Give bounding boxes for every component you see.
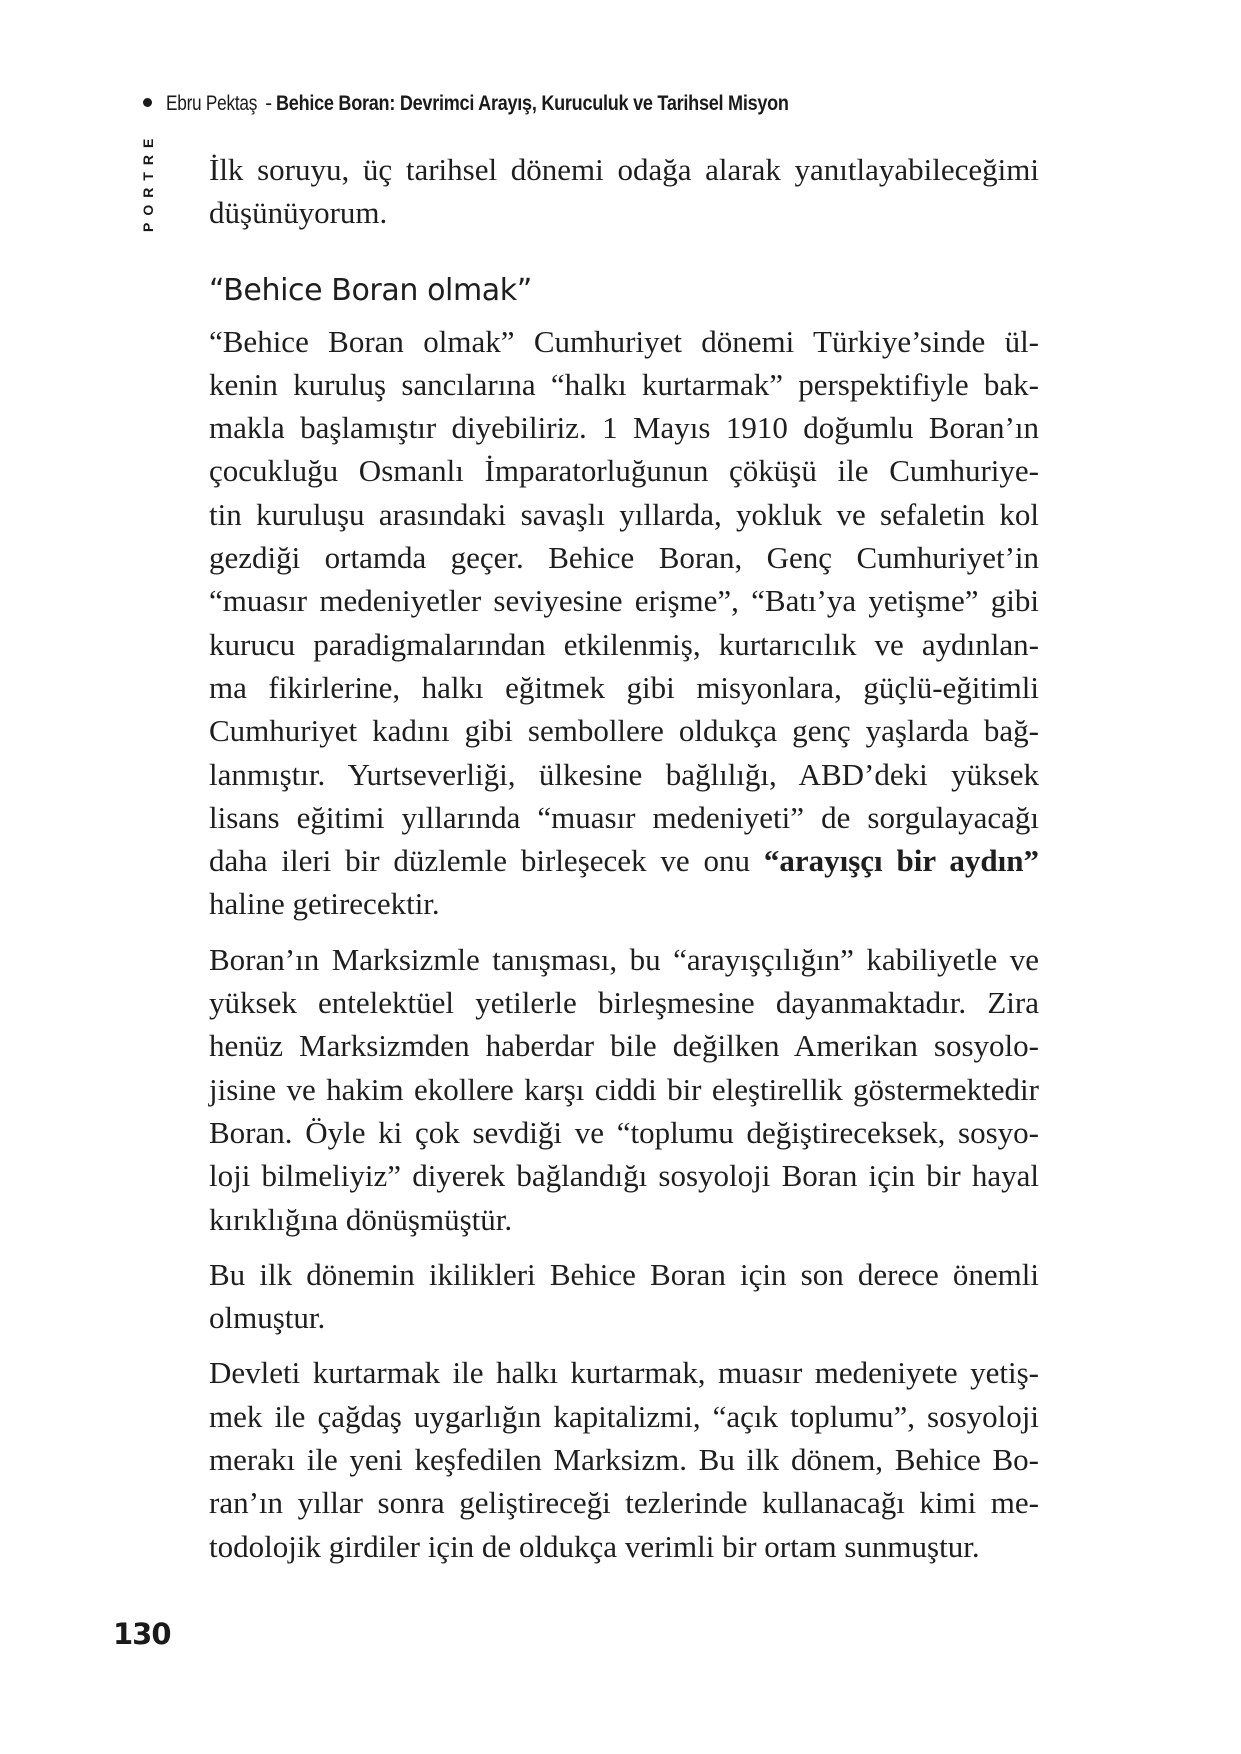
text-line: “muasır medeniyetler seviyesine erişme”, “Batı’ya yetişme” gibi — [209, 583, 1039, 619]
header-author: Ebru Pektaş — [166, 92, 258, 115]
text-line: ma fikirlerine, halkı eğitmek gibi misyonlara, güçlü-eğitimli — [209, 669, 1039, 705]
text-line: yüksek entelektüel yetilerle birleşmesine dayanmaktadır. Zira — [209, 985, 1039, 1021]
text-fragment: daha ileri bir düzlemle birleşecek ve onu — [209, 843, 764, 879]
text-line: Boran. Öyle ki çok sevdiği ve “toplumu değiştireceksek, sosyo- — [209, 1114, 1039, 1150]
text-line: kurucu paradigmalarından etkilenmiş, kurtarıcılık ve aydınlan- — [209, 626, 1039, 662]
text-line: ran’ın yıllar sonra geliştireceği tezlerinde kullanacağı kimi me- — [209, 1485, 1039, 1521]
text-line: kırıklığına dönüşmüştür. — [209, 1201, 513, 1237]
paragraph-1 — [209, 320, 1039, 926]
text-line: düşünüyorum. — [209, 195, 388, 231]
text-line: gezdiği ortamda geçer. Behice Boran, Genç Cumhuriyet’in — [209, 540, 1039, 576]
paragraph-4 — [209, 1351, 1039, 1567]
text-line: çocukluğu Osmanlı İmparatorluğunun çöküşü ile Cumhuriye- — [209, 453, 1039, 489]
text-line: kenin kuruluş sancılarına “halkı kurtarmak” perspektifiyle bak- — [209, 366, 1039, 402]
header-article-title: Behice Boran: Devrimci Arayış, Kuruculuk ve Tarihsel Misyon — [275, 92, 789, 115]
intro-paragraph — [209, 148, 1039, 235]
page-number: 130 — [113, 1617, 171, 1651]
text-line: loji bilmeliyiz” diyerek bağlandığı sosyoloji Boran için bir hayal — [209, 1158, 1039, 1194]
text-line: Bu ilk dönemin ikilikleri Behice Boran için son derece önemli — [209, 1256, 1039, 1292]
text-line: lisans eğitimi yıllarında “muasır medeniyeti” de sorgulayacağı — [209, 799, 1039, 835]
text-line: henüz Marksizmden haberdar bile değilken Amerikan sosyolo- — [209, 1028, 1039, 1064]
text-line: “Behice Boran olmak” Cumhuriyet dönemi Türkiye’sinde ül- — [209, 323, 1039, 359]
text-line: makla başlamıştır diyebiliriz. 1 Mayıs 1910 doğumlu Boran’ın — [209, 410, 1039, 446]
text-line: tin kuruluşu arasındaki savaşlı yıllarda, yokluk ve sefaletin kol — [209, 496, 1039, 532]
header-separator: - — [265, 92, 272, 115]
text-line: lanmıştır. Yurtseverliği, ülkesine bağlılığı, ABD’deki yüksek — [209, 756, 1039, 792]
text-line: merakı ile yeni keşfedilen Marksizm. Bu ilk dönem, Behice Bo- — [209, 1442, 1039, 1478]
section-heading: “Behice Boran olmak” — [209, 272, 532, 308]
text-line: olmuştur. — [209, 1300, 326, 1336]
text-line-with-emphasis — [209, 839, 1039, 882]
page-content — [209, 148, 1039, 1580]
running-header — [143, 92, 872, 116]
text-line: haline getirecektir. — [209, 886, 440, 922]
text-line: mek ile çağdaş uygarlığın kapitalizmi, “açık toplumu”, sosyoloji — [209, 1398, 1039, 1434]
bold-emphasis: “arayışçı bir aydın” — [763, 843, 1039, 879]
text-line: jisine ve hakim ekollere karşı ciddi bir eleştirellik göstermektedir — [209, 1071, 1039, 1107]
section-side-label: PORTRE — [140, 131, 156, 232]
text-line: İlk soruyu, üç tarihsel dönemi odağa alarak yanıtlayabileceğimi — [209, 152, 1039, 187]
text-line: Devleti kurtarmak ile halkı kurtarmak, muasır medeniyete yetiş- — [209, 1355, 1039, 1391]
paragraph-3 — [209, 1253, 1039, 1340]
text-line: todolojik girdiler için de oldukça verimli bir ortam sunmuştur. — [209, 1528, 980, 1564]
text-line: Cumhuriyet kadını gibi sembollere oldukça genç yaşlarda bağ- — [209, 713, 1039, 749]
text-line: Boran’ın Marksizmle tanışması, bu “arayışçılığın” kabiliyetle ve — [209, 941, 1039, 977]
bullet-icon — [143, 98, 152, 107]
paragraph-2 — [209, 938, 1039, 1241]
